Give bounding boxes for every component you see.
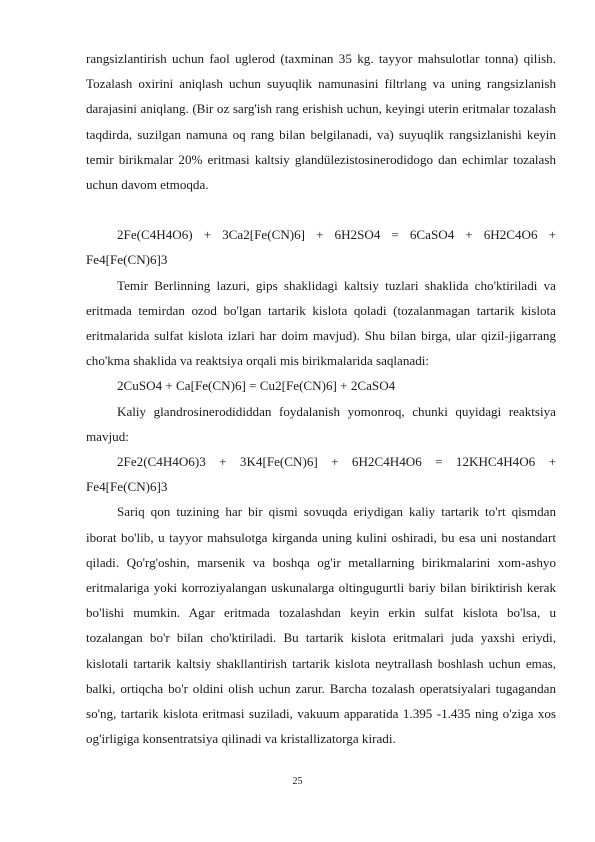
document-page: [86, 46, 556, 751]
equation-potassium-ferrocyanide: 2Fe2(C4H4O6)3 + 3K4[Fe(CN)6] + 6H2C4H4O6 = 12KHC4H4O6 + Fe4[Fe(CN)6]3: [86, 454, 556, 495]
paragraph-decolorization: rangsizlantirish uchun faol uglerod (taxminan 35 kg. tayyor mahsulotlar tonna) qilish. Tozalash oxirini aniqlash uchun suyuqlik namunasini filtrlang va uning rangsizlanish darajasini aniqlang. (Bir oz sarg'ish rang erishish uchun, keyingi uterin eritmalar tozalash taqdirda, suzilgan namuna oq rang bilan belgilanadi, va) suyuqlik rangsizlanishi keyin temir birikmalar 20% eritmasi kaltsiy glandülezistosinerodidogo dan echimlar tozalash uchun davom etmoqda.: [86, 51, 556, 193]
equation-iron-tartrate: 2Fe(C4H4O6) + 3Ca2[Fe(CN)6] + 6H2SO4 = 6CaSO4 + 6H2C4O6 + Fe4[Fe(CN)6]3: [86, 227, 556, 268]
paragraph-potassium: Kaliy glandrosinerodididdan foydalanish yomonroq, chunki quyidagi reaktsiya mavjud:: [86, 403, 556, 444]
paragraph-purification-steps: Sariq qon tuzining har bir qismi sovuqda eriydigan kaliy tartarik to'rt qismdan iborat bo'lib, u tayyor mahsulotga kirganda uning kulini oshiradi, bu esa uni nostandart qiladi. Qo'rg'oshin, marsenik va boshqa og'ir metallarning birikmalarini xom-ashyo eritmalariga yoki korroziyalangan uskunalarga oltingugurtli bariy bilan biriktirish kerak bo'lishi mumkin. Agar eritmada tozalashdan keyin erkin sulfat kislota bo'lsa, u tozalangan bo'r bilan cho'ktiriladi. Bu tartarik kislota eritmalari juda yaxshi eriydi, kislotali tartarik kaltsiy shakllantirish tartarik kislota neytrallash boshlash uchun emas, balki, ortiqcha bo'r oldini olish uchun zarur. Barcha tozalash operatsiyalari tugagandan so'ng, tartarik kislota eritmasi suziladi, vakuum apparatida 1.395 -1.435 ning o'ziga xos og'irligiga konsentratsiya qilinadi va kristallizatorga kiradi.: [86, 504, 556, 747]
equation-copper-sulfate: 2CuSO4 + Ca[Fe(CN)6] = Cu2[Fe(CN)6] + 2CaSO4: [117, 378, 396, 394]
paragraph-spacer: [86, 197, 556, 222]
page-number: 25: [292, 776, 303, 787]
paragraph-berlin-blue: Temir Berlinning lazuri, gips shaklidagi kaltsiy tuzlari shaklida cho'ktiriladi va eritmada temirdan ozod bo'lgan tartarik kislota qoladi (tozalanmagan tartarik kislota eritmalarida sulfat kislota izlari har doim mavjud). Shu bilan birga, ular qizil-jigarrang cho'kma shaklida va reaktsiya orqali mis birikmalarida saqlanadi:: [86, 277, 556, 369]
